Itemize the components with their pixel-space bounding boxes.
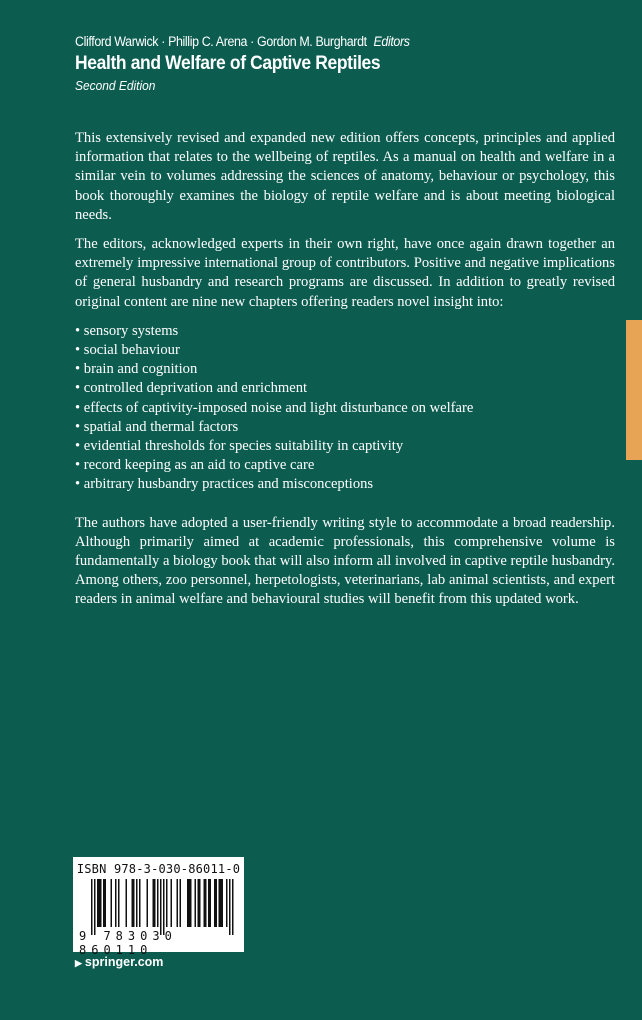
blurb-paragraph: The authors have adopted a user-friendly writing style to accommodate a broad readership. Although primarily aimed at academic professionals, this comprehensive volume is fundamentally a biology book that will also inform all involved in captive reptile husbandry. Among others, zoo personnel, herpetologists, veterinarians, lab animal scientists, and expert readers in animal welfare and behavioural studies will benefit from this updated work.	[75, 514, 615, 608]
barcode-bar	[177, 879, 179, 927]
barcode-bar	[199, 879, 201, 927]
barcode-bar	[222, 879, 224, 927]
barcode-bar	[180, 879, 182, 927]
cover-header	[75, 34, 439, 93]
barcode-bar	[214, 879, 216, 927]
barcode-bar	[105, 879, 107, 927]
barcode-bar	[198, 879, 200, 927]
barcode-digits: 9 783030 860110	[79, 929, 177, 957]
barcode-bar	[226, 879, 228, 927]
edition-label: Second Edition	[75, 78, 156, 93]
barcode-bar	[195, 879, 197, 927]
chapter-topics-list	[75, 322, 615, 495]
barcode-bar	[94, 879, 96, 935]
list-item: • effects of captivity-imposed noise and light disturbance on welfare	[75, 399, 615, 418]
barcode-bar	[100, 879, 102, 927]
barcode-bar	[115, 879, 117, 927]
barcode-bar	[163, 879, 165, 935]
barcode-bar	[97, 879, 99, 927]
barcode-bar	[136, 879, 138, 927]
list-item: • arbitrary husbandry practices and misconceptions	[75, 475, 615, 494]
book-title: Health and Welfare of Captive Reptiles	[75, 53, 381, 74]
barcode-bar	[91, 879, 93, 935]
barcode-bar	[99, 879, 101, 927]
barcode-bar	[157, 879, 159, 927]
barcode-bar	[189, 879, 191, 927]
barcode-bar	[160, 879, 162, 935]
barcode-bar	[153, 879, 155, 927]
list-item: • social behaviour	[75, 341, 615, 360]
editors-role: Editors	[373, 34, 410, 49]
list-item: • brain and cognition	[75, 360, 615, 379]
barcode-bar	[154, 879, 156, 927]
list-item: • controlled deprivation and enrichment	[75, 379, 615, 398]
barcode-bar	[232, 879, 234, 935]
list-item: • sensory systems	[75, 322, 615, 341]
editors-line	[75, 34, 410, 49]
barcode-bar	[166, 879, 168, 927]
play-arrow-icon: ▶	[75, 958, 82, 968]
barcode-bar	[103, 879, 105, 927]
barcode-bar	[216, 879, 218, 927]
barcode-bar	[126, 879, 128, 927]
blurb-paragraph: The editors, acknowledged experts in their own right, have once again drawn together an extremely impressive international group of contributors. Positive and negative implications of general husbandry and research programs are discussed. In addition to greatly revised original content are nine new chapters offering readers novel insight into:	[75, 236, 615, 310]
barcode-bar	[204, 879, 206, 927]
barcode-bar	[139, 879, 141, 927]
list-item: • evidential thresholds for species suitability in captivity	[75, 437, 615, 456]
barcode-bar	[208, 879, 210, 927]
list-item: • spatial and thermal factors	[75, 418, 615, 437]
isbn-barcode	[73, 857, 244, 957]
barcode-bar	[132, 879, 134, 927]
barcode-bar	[171, 879, 173, 927]
barcode-bar	[229, 879, 231, 935]
springer-link[interactable]	[75, 955, 163, 969]
barcode-bar	[220, 879, 222, 927]
barcode-bar	[147, 879, 149, 927]
blurb	[75, 129, 615, 620]
barcode-bar	[219, 879, 221, 927]
barcode-bar	[187, 879, 189, 927]
blurb-paragraph: This extensively revised and expanded new edition offers concepts, principles and applied information that relates to the wellbeing of reptiles. As a manual on health and welfare in a similar vein to volumes addressing the sciences of anatomy, behaviour or psychology, this book thoroughly examines the biology of reptile welfare and is about meeting biological needs.	[75, 130, 615, 223]
barcode-bar	[118, 879, 120, 927]
editor-names: Clifford Warwick · Phillip C. Arena · Gordon M. Burghardt	[75, 34, 367, 49]
barcode-bar	[210, 879, 212, 927]
barcode-bar	[133, 879, 135, 927]
list-item: • record keeping as an aid to captive care	[75, 456, 615, 475]
barcode-bar	[190, 879, 192, 927]
barcode-bar	[205, 879, 207, 927]
springer-link-text: springer.com	[84, 955, 164, 969]
spine-color-tab	[626, 320, 642, 460]
barcode-bar	[111, 879, 113, 927]
isbn-label: ISBN 978-3-030-86011-0	[76, 862, 241, 876]
